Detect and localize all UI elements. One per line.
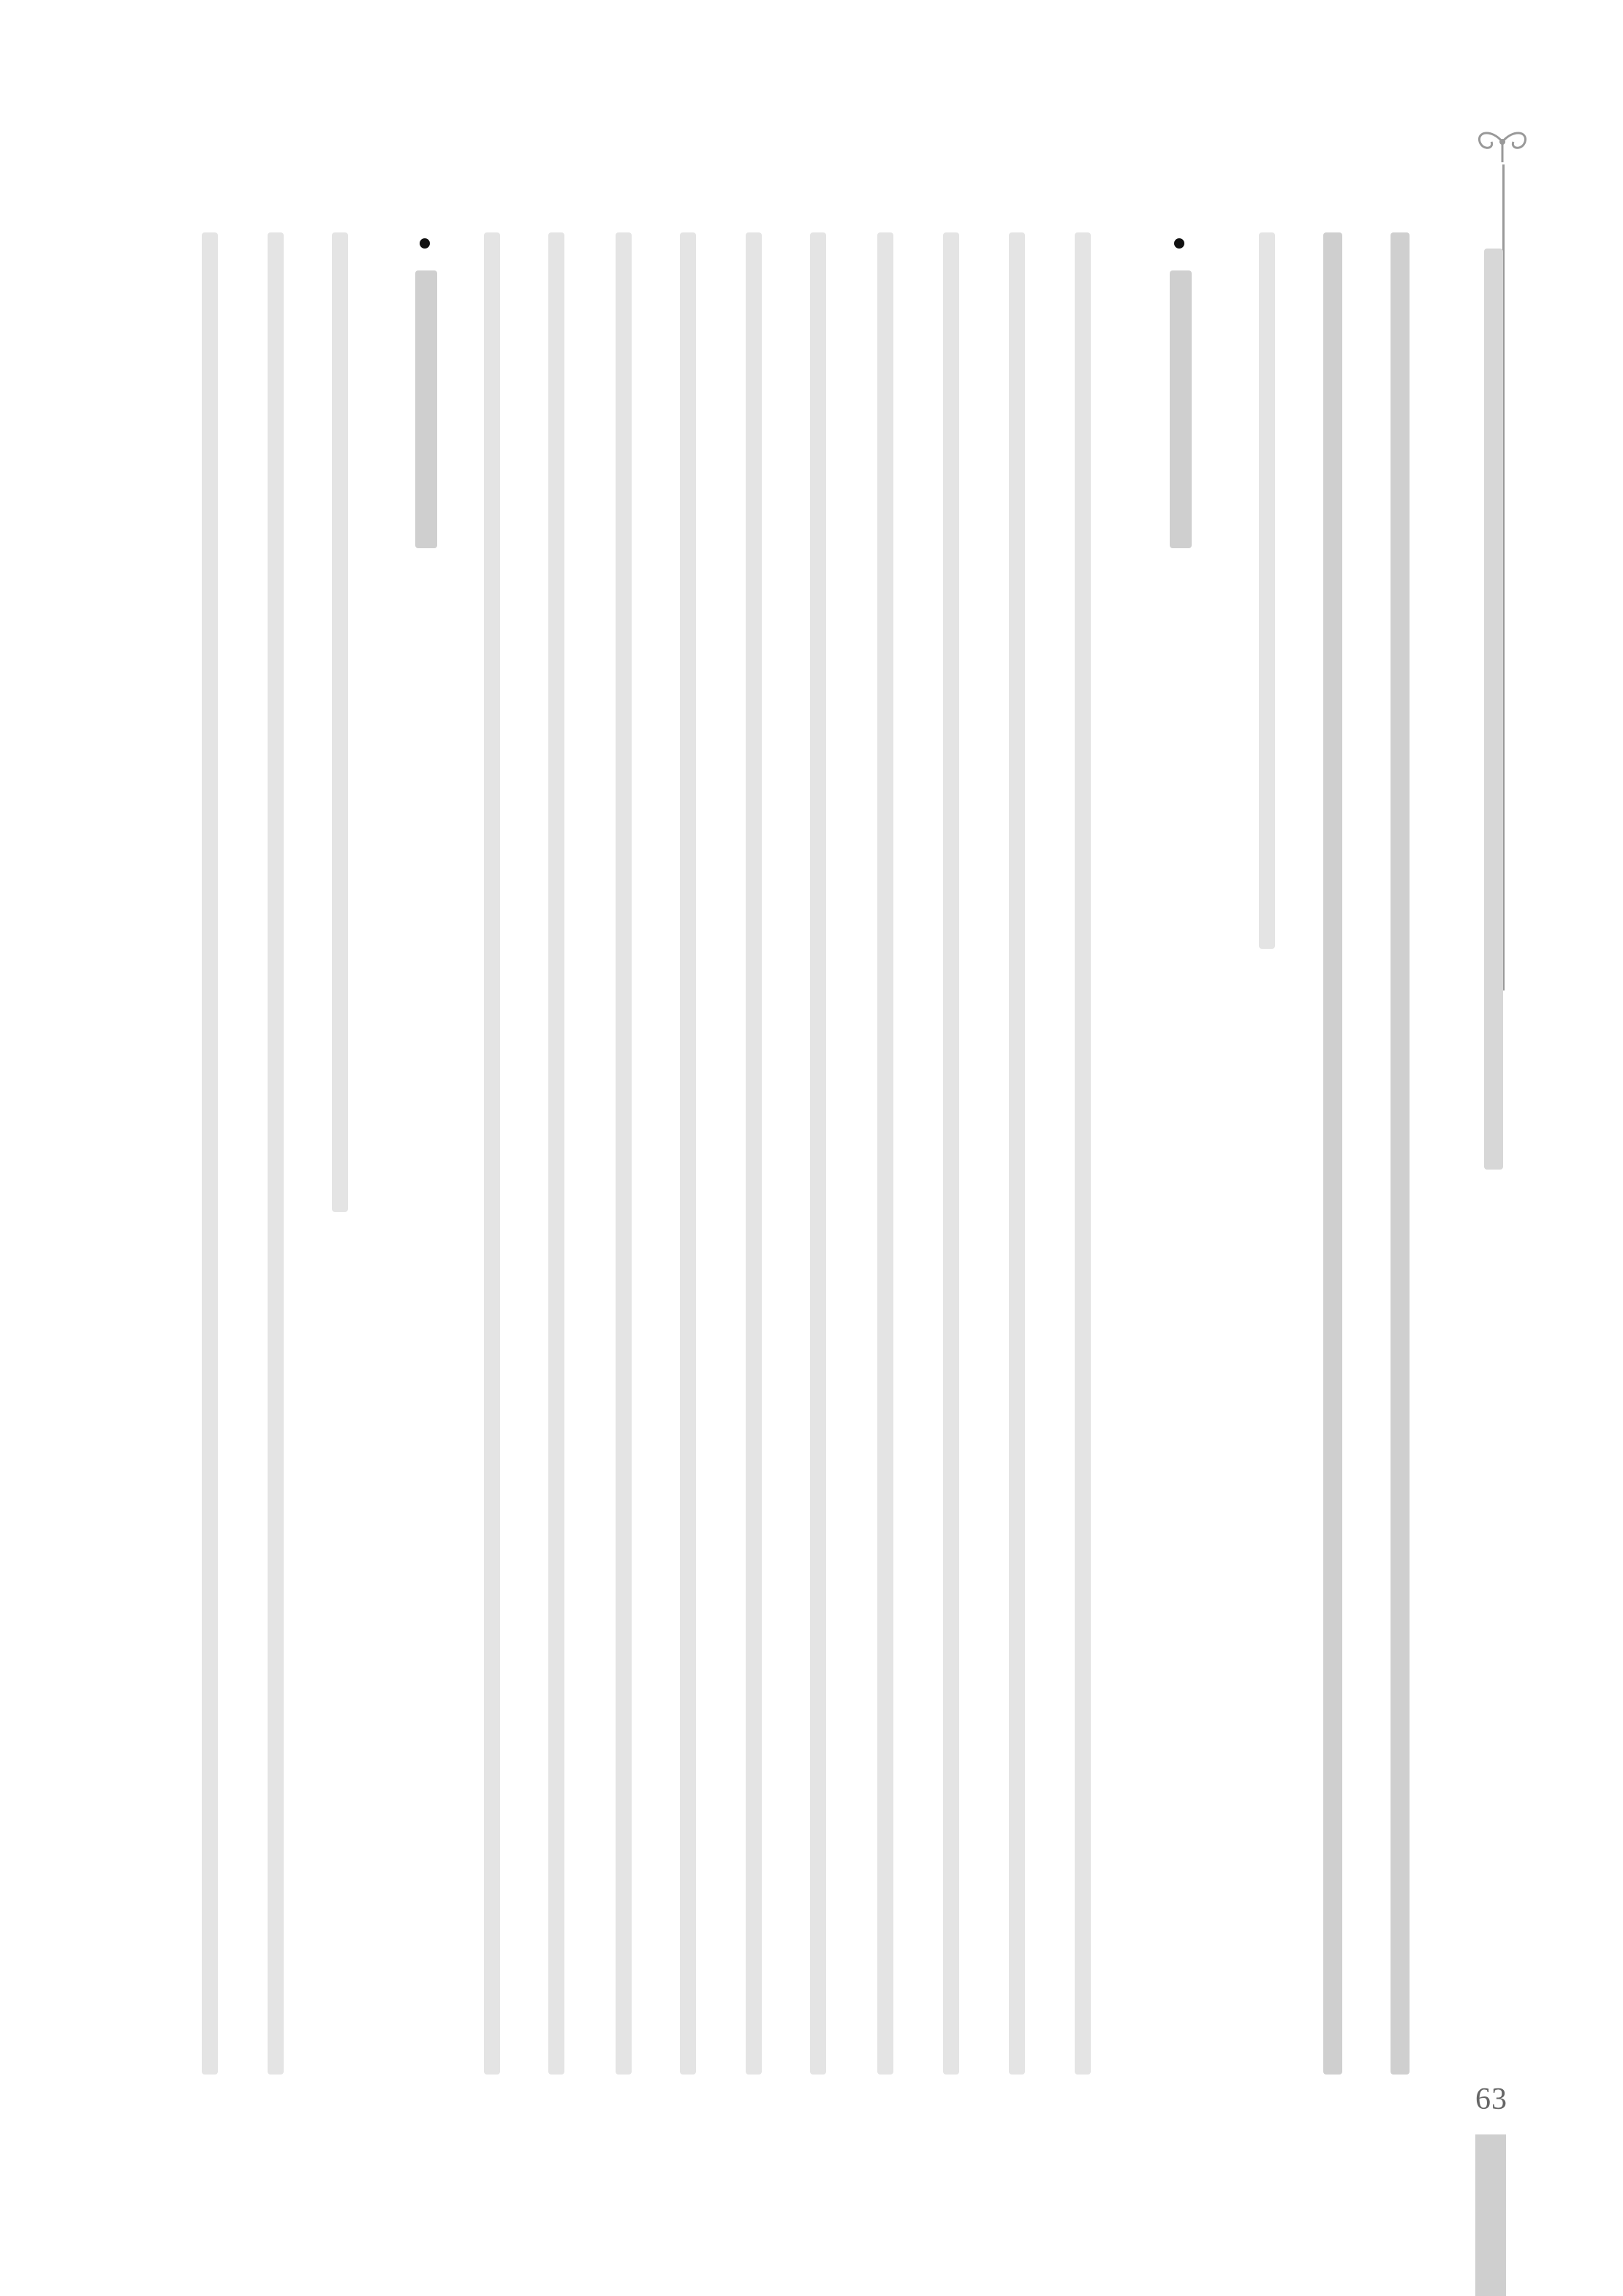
page-number: 63 — [1475, 2083, 1507, 2116]
text-column — [746, 232, 762, 2075]
text-column — [202, 232, 218, 2075]
bullet-icon — [420, 238, 430, 249]
text-column — [616, 232, 632, 2075]
text-column — [332, 232, 348, 1212]
running-header-column — [1484, 249, 1503, 1170]
text-column — [1009, 232, 1025, 2075]
quote-line-column — [1259, 232, 1275, 949]
text-column — [877, 232, 893, 2075]
scroll-ornament-icon — [1469, 121, 1535, 162]
text-column — [484, 232, 500, 2075]
text-column — [268, 232, 284, 2075]
text-column — [680, 232, 696, 2075]
section-heading-column — [415, 270, 437, 548]
section-heading-column — [1170, 270, 1192, 548]
text-column — [943, 232, 959, 2075]
page-edge-tab — [1475, 2134, 1506, 2296]
section-title-column — [1391, 232, 1410, 2075]
section-title-column — [1323, 232, 1342, 2075]
text-column — [548, 232, 564, 2075]
text-column — [810, 232, 826, 2075]
text-column — [1075, 232, 1091, 2075]
bullet-icon — [1174, 238, 1184, 249]
